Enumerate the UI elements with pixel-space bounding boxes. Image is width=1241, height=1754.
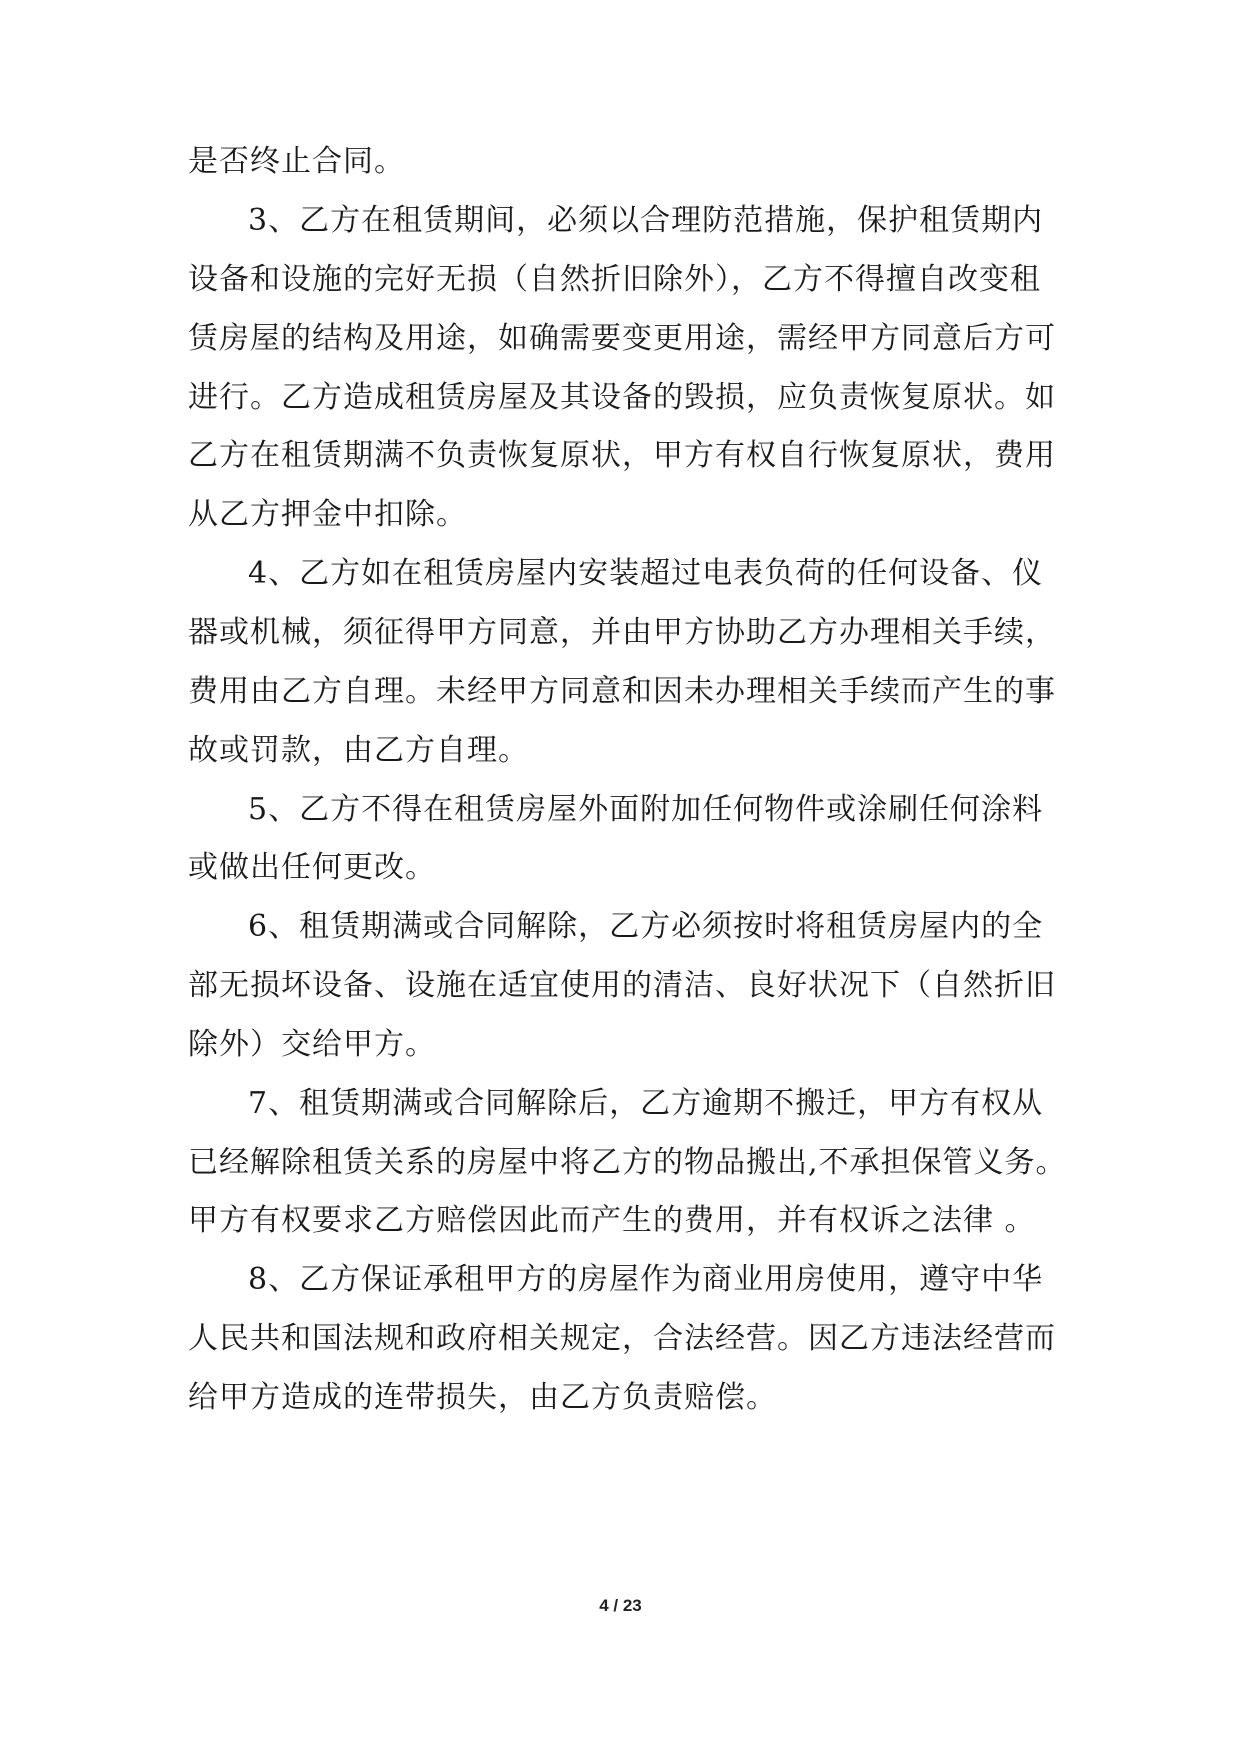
clause-5-line: 5、乙方不得在租赁房屋外面附加任何物件或涂刷任何涂料 — [248, 792, 1044, 827]
page-number: 4 / 23 — [599, 1596, 642, 1615]
text-line: 故或罚款，由乙方自理。 — [188, 733, 529, 768]
clause-7-line: 7、租赁期满或合同解除后，乙方逾期不搬迁，甲方有权从 — [248, 1086, 1044, 1121]
text-line: 给甲方造成的连带损失，由乙方负责赔偿。 — [188, 1380, 777, 1415]
clause-6-line: 6、租赁期满或合同解除，乙方必须按时将租赁房屋内的全 — [248, 909, 1044, 944]
text-line: 进行。乙方造成租赁房屋及其设备的毁损，应负责恢复原状。如 — [188, 380, 1056, 415]
text-line: 费用由乙方自理。未经甲方同意和因未办理相关手续而产生的事 — [188, 674, 1056, 709]
clause-3-line: 3、乙方在租赁期间，必须以合理防范措施，保护租赁期内 — [248, 203, 1044, 238]
text-line: 器或机械，须征得甲方同意，并由甲方协助乙方办理相关手续， — [188, 615, 1056, 650]
text-line: 部无损坏设备、设施在适宜使用的清洁、良好状况下（自然折旧 — [188, 968, 1056, 1003]
text-line: 人民共和国法规和政府相关规定，合法经营。因乙方违法经营而 — [188, 1321, 1056, 1356]
text-line: 从乙方押金中扣除。 — [188, 497, 467, 532]
text-line: 除外）交给甲方。 — [188, 1027, 436, 1062]
clause-8-line: 8、乙方保证承租甲方的房屋作为商业用房使用，遵守中华 — [248, 1262, 1044, 1297]
text-line: 或做出任何更改。 — [188, 850, 436, 885]
text-line: 是否终止合同。 — [188, 144, 405, 179]
text-line: 甲方有权要求乙方赔偿因此而产生的费用，并有权诉之法律 。 — [188, 1203, 1036, 1238]
text-line: 设备和设施的完好无损（自然折旧除外），乙方不得擅自改变租 — [188, 262, 1041, 297]
text-line: 乙方在租赁期满不负责恢复原状，甲方有权自行恢复原状，费用 — [188, 438, 1056, 473]
text-line: 赁房屋的结构及用途，如确需要变更用途，需经甲方同意后方可 — [188, 321, 1056, 356]
clause-4-line: 4、乙方如在租赁房屋内安装超过电表负荷的任何设备、仪 — [248, 556, 1044, 591]
text-line: 已经解除租赁关系的房屋中将乙方的物品搬出,不承担保管义务。 — [188, 1145, 1067, 1180]
